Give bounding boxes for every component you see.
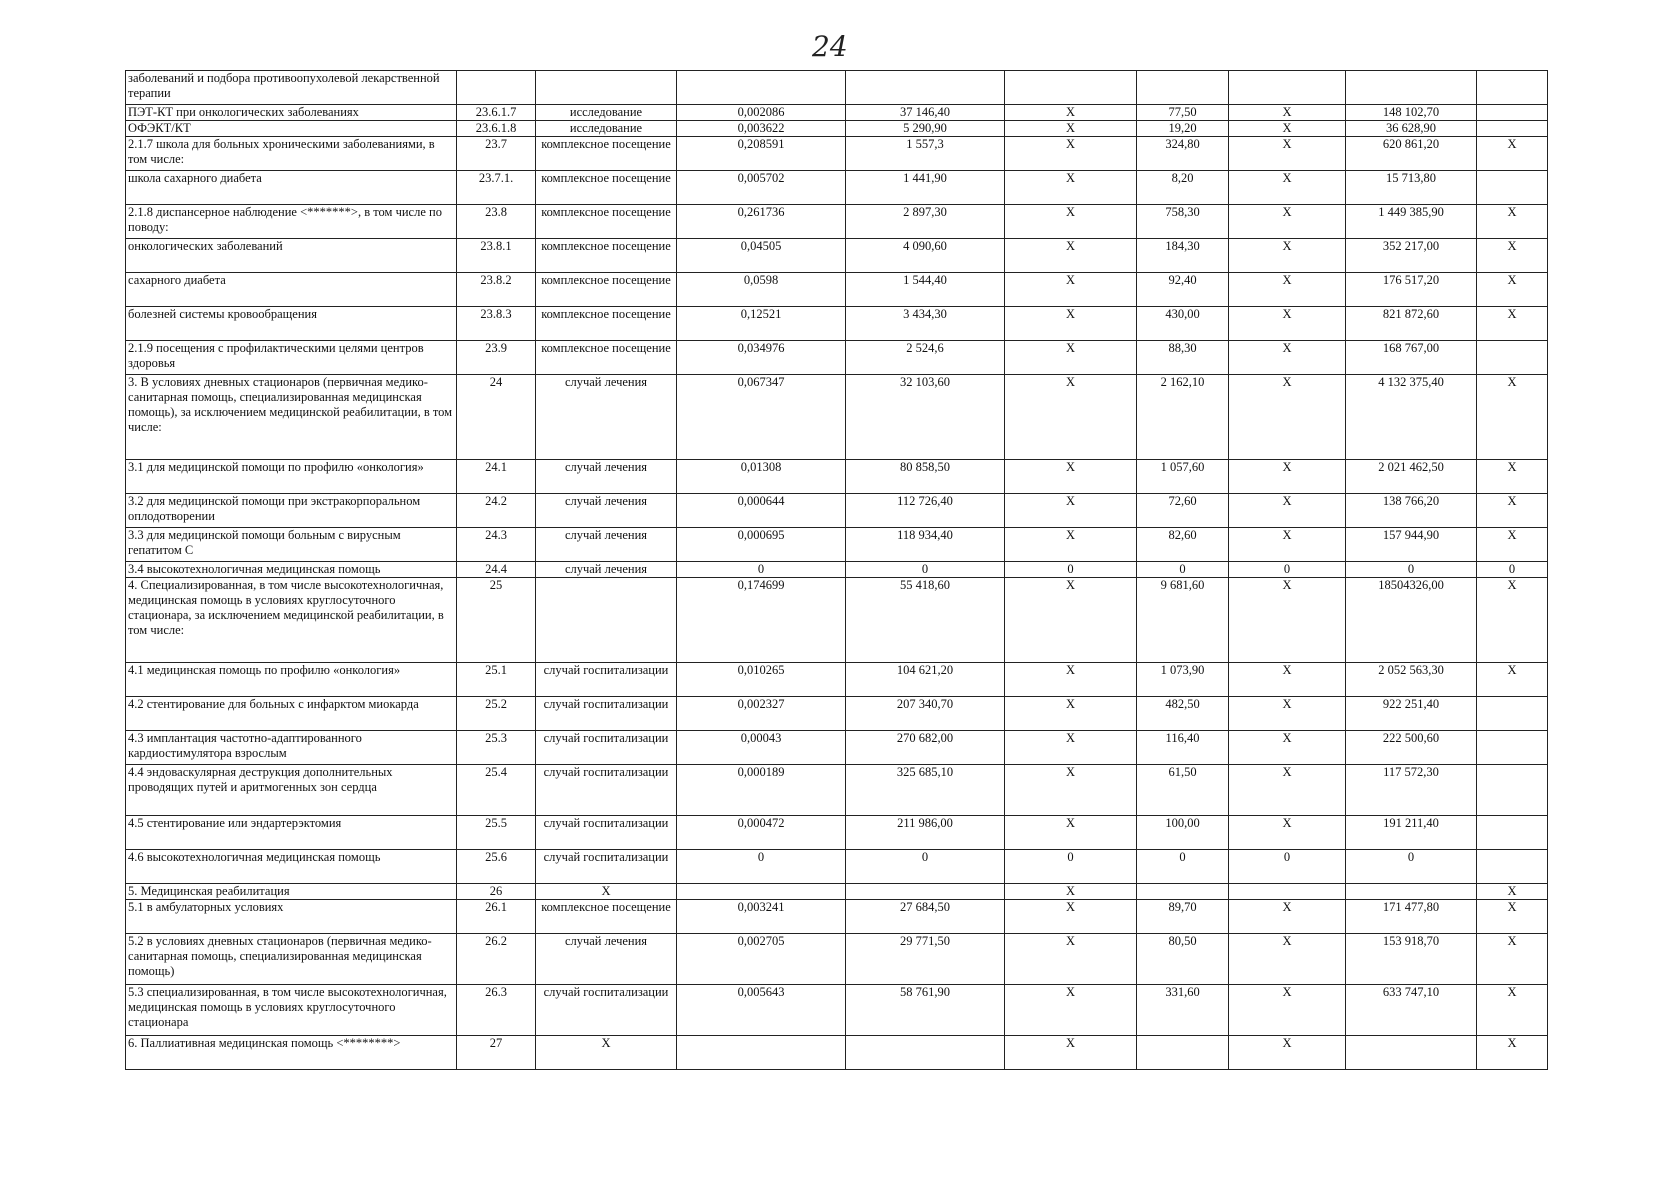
row-code-cell: 24.1: [457, 460, 536, 494]
budget-per-capita-cell: X: [1005, 375, 1137, 460]
unit-cell: случай лечения: [536, 460, 677, 494]
oms-total-cell: [1346, 1036, 1477, 1070]
oms-per-capita-cell: 72,60: [1137, 494, 1229, 528]
share-cell: X: [1477, 900, 1548, 934]
volume-norm-cell: 0,002705: [677, 934, 846, 985]
unit-cell: [536, 578, 677, 663]
oms-per-capita-cell: 1 057,60: [1137, 460, 1229, 494]
budget-per-capita-cell: X: [1005, 307, 1137, 341]
cost-norm-cell: 104 621,20: [846, 663, 1005, 697]
cost-norm-cell: 112 726,40: [846, 494, 1005, 528]
budget-total-cell: X: [1229, 900, 1346, 934]
service-name-cell: 3.1 для медицинской помощи по профилю «онкология»: [126, 460, 457, 494]
oms-total-cell: 0: [1346, 850, 1477, 884]
row-code-cell: 26.1: [457, 900, 536, 934]
unit-cell: исследование: [536, 121, 677, 137]
budget-per-capita-cell: X: [1005, 239, 1137, 273]
budget-total-cell: X: [1229, 171, 1346, 205]
table-row: [126, 494, 1548, 528]
cost-norm-cell: 32 103,60: [846, 375, 1005, 460]
oms-total-cell: 922 251,40: [1346, 697, 1477, 731]
volume-norm-cell: 0,000189: [677, 765, 846, 816]
cost-norm-cell: 37 146,40: [846, 105, 1005, 121]
budget-per-capita-cell: X: [1005, 697, 1137, 731]
oms-per-capita-cell: 61,50: [1137, 765, 1229, 816]
oms-per-capita-cell: 331,60: [1137, 985, 1229, 1036]
unit-cell: [536, 71, 677, 105]
volume-norm-cell: 0,003622: [677, 121, 846, 137]
cost-norm-cell: 270 682,00: [846, 731, 1005, 765]
volume-norm-cell: 0,000695: [677, 528, 846, 562]
share-cell: [1477, 71, 1548, 105]
budget-total-cell: X: [1229, 460, 1346, 494]
share-cell: X: [1477, 137, 1548, 171]
budget-per-capita-cell: X: [1005, 663, 1137, 697]
unit-cell: комплексное посещение: [536, 205, 677, 239]
table-row: [126, 71, 1548, 105]
unit-cell: комплексное посещение: [536, 341, 677, 375]
oms-total-cell: 222 500,60: [1346, 731, 1477, 765]
budget-per-capita-cell: X: [1005, 121, 1137, 137]
service-name-cell: 2.1.9 посещения с профилактическими целями центров здоровья: [126, 341, 457, 375]
volume-norm-cell: 0,005702: [677, 171, 846, 205]
cost-norm-cell: [846, 884, 1005, 900]
budget-per-capita-cell: X: [1005, 985, 1137, 1036]
share-cell: X: [1477, 273, 1548, 307]
table-row: [126, 578, 1548, 663]
budget-total-cell: X: [1229, 528, 1346, 562]
share-cell: X: [1477, 528, 1548, 562]
unit-cell: случай лечения: [536, 494, 677, 528]
budget-total-cell: X: [1229, 494, 1346, 528]
oms-total-cell: 1 449 385,90: [1346, 205, 1477, 239]
unit-cell: комплексное посещение: [536, 171, 677, 205]
row-code-cell: 24: [457, 375, 536, 460]
budget-total-cell: [1229, 884, 1346, 900]
table-row: [126, 273, 1548, 307]
share-cell: X: [1477, 884, 1548, 900]
cost-norm-cell: 58 761,90: [846, 985, 1005, 1036]
volume-norm-cell: [677, 1036, 846, 1070]
table-row: [126, 375, 1548, 460]
row-code-cell: 27: [457, 1036, 536, 1070]
unit-cell: исследование: [536, 105, 677, 121]
oms-per-capita-cell: 80,50: [1137, 934, 1229, 985]
oms-total-cell: 821 872,60: [1346, 307, 1477, 341]
budget-per-capita-cell: X: [1005, 273, 1137, 307]
budget-per-capita-cell: X: [1005, 731, 1137, 765]
budget-per-capita-cell: X: [1005, 460, 1137, 494]
share-cell: X: [1477, 578, 1548, 663]
table-row: [126, 137, 1548, 171]
oms-total-cell: 4 132 375,40: [1346, 375, 1477, 460]
unit-cell: случай госпитализации: [536, 731, 677, 765]
volume-norm-cell: [677, 71, 846, 105]
volume-norm-cell: 0,000644: [677, 494, 846, 528]
table-row: [126, 934, 1548, 985]
table-row: [126, 171, 1548, 205]
page-number: 24: [812, 30, 848, 63]
oms-per-capita-cell: [1137, 884, 1229, 900]
service-name-cell: 5.2 в условиях дневных стационаров (первичная медико-санитарная помощь, специализированная медицинская помощь): [126, 934, 457, 985]
oms-total-cell: 633 747,10: [1346, 985, 1477, 1036]
service-name-cell: ПЭТ-КТ при онкологических заболеваниях: [126, 105, 457, 121]
budget-total-cell: X: [1229, 731, 1346, 765]
volume-norm-cell: 0,000472: [677, 816, 846, 850]
share-cell: X: [1477, 307, 1548, 341]
share-cell: X: [1477, 934, 1548, 985]
budget-per-capita-cell: X: [1005, 494, 1137, 528]
budget-per-capita-cell: 0: [1005, 562, 1137, 578]
service-name-cell: заболеваний и подбора противоопухолевой лекарственной терапии: [126, 71, 457, 105]
table-row: [126, 562, 1548, 578]
table-row: [126, 900, 1548, 934]
share-cell: [1477, 697, 1548, 731]
share-cell: [1477, 105, 1548, 121]
share-cell: [1477, 121, 1548, 137]
service-name-cell: 5.1 в амбулаторных условиях: [126, 900, 457, 934]
service-name-cell: 5.3 специализированная, в том числе высокотехнологичная, медицинская помощь в условиях круглосуточного стационара: [126, 985, 457, 1036]
oms-per-capita-cell: [1137, 1036, 1229, 1070]
oms-per-capita-cell: 184,30: [1137, 239, 1229, 273]
oms-total-cell: 15 713,80: [1346, 171, 1477, 205]
unit-cell: случай госпитализации: [536, 765, 677, 816]
unit-cell: случай лечения: [536, 375, 677, 460]
oms-total-cell: 191 211,40: [1346, 816, 1477, 850]
unit-cell: комплексное посещение: [536, 273, 677, 307]
budget-per-capita-cell: X: [1005, 137, 1137, 171]
volume-norm-cell: 0,002327: [677, 697, 846, 731]
share-cell: 0: [1477, 562, 1548, 578]
share-cell: X: [1477, 205, 1548, 239]
cost-norm-cell: 27 684,50: [846, 900, 1005, 934]
service-name-cell: 4.2 стентирование для больных с инфарктом миокарда: [126, 697, 457, 731]
cost-norm-cell: 118 934,40: [846, 528, 1005, 562]
table-row: [126, 765, 1548, 816]
service-name-cell: 3.2 для медицинской помощи при экстракорпоральном оплодотворении: [126, 494, 457, 528]
oms-per-capita-cell: 100,00: [1137, 816, 1229, 850]
oms-total-cell: [1346, 71, 1477, 105]
cost-norm-cell: 2 897,30: [846, 205, 1005, 239]
budget-per-capita-cell: X: [1005, 205, 1137, 239]
oms-total-cell: 18504326,00: [1346, 578, 1477, 663]
volume-norm-cell: 0,067347: [677, 375, 846, 460]
oms-per-capita-cell: 0: [1137, 562, 1229, 578]
oms-total-cell: 0: [1346, 562, 1477, 578]
oms-per-capita-cell: 482,50: [1137, 697, 1229, 731]
cost-norm-cell: 4 090,60: [846, 239, 1005, 273]
row-code-cell: 23.6.1.7: [457, 105, 536, 121]
table-row: [126, 985, 1548, 1036]
service-name-cell: 4.5 стентирование или эндартерэктомия: [126, 816, 457, 850]
share-cell: [1477, 765, 1548, 816]
cost-norm-cell: [846, 1036, 1005, 1070]
volume-norm-cell: 0,010265: [677, 663, 846, 697]
row-code-cell: 24.3: [457, 528, 536, 562]
row-code-cell: 26.2: [457, 934, 536, 985]
unit-cell: X: [536, 884, 677, 900]
volume-norm-cell: 0,0598: [677, 273, 846, 307]
unit-cell: случай госпитализации: [536, 697, 677, 731]
unit-cell: X: [536, 1036, 677, 1070]
budget-per-capita-cell: X: [1005, 171, 1137, 205]
cost-norm-cell: 1 441,90: [846, 171, 1005, 205]
budget-total-cell: X: [1229, 273, 1346, 307]
budget-total-cell: X: [1229, 307, 1346, 341]
row-code-cell: 23.9: [457, 341, 536, 375]
unit-cell: случай госпитализации: [536, 816, 677, 850]
oms-per-capita-cell: 0: [1137, 850, 1229, 884]
service-name-cell: школа сахарного диабета: [126, 171, 457, 205]
table-row: [126, 460, 1548, 494]
cost-norm-cell: [846, 71, 1005, 105]
oms-per-capita-cell: 758,30: [1137, 205, 1229, 239]
share-cell: X: [1477, 239, 1548, 273]
volume-norm-cell: 0,002086: [677, 105, 846, 121]
budget-total-cell: X: [1229, 765, 1346, 816]
volume-norm-cell: 0,005643: [677, 985, 846, 1036]
oms-per-capita-cell: 8,20: [1137, 171, 1229, 205]
volume-norm-cell: 0,04505: [677, 239, 846, 273]
cost-norm-cell: 211 986,00: [846, 816, 1005, 850]
budget-total-cell: X: [1229, 205, 1346, 239]
cost-norm-cell: 55 418,60: [846, 578, 1005, 663]
oms-total-cell: 138 766,20: [1346, 494, 1477, 528]
row-code-cell: 24.2: [457, 494, 536, 528]
service-name-cell: 4.3 имплантация частотно-адаптированного кардиостимулятора взрослым: [126, 731, 457, 765]
row-code-cell: 23.6.1.8: [457, 121, 536, 137]
budget-per-capita-cell: X: [1005, 105, 1137, 121]
service-name-cell: 3. В условиях дневных стационаров (первичная медико-санитарная помощь, специализированная медицинская помощь), за исключением медицинской реабилитации, в том числе:: [126, 375, 457, 460]
unit-cell: случай лечения: [536, 528, 677, 562]
share-cell: X: [1477, 985, 1548, 1036]
volume-norm-cell: 0,034976: [677, 341, 846, 375]
cost-norm-cell: 3 434,30: [846, 307, 1005, 341]
oms-total-cell: 2 052 563,30: [1346, 663, 1477, 697]
oms-per-capita-cell: [1137, 71, 1229, 105]
oms-per-capita-cell: 89,70: [1137, 900, 1229, 934]
unit-cell: комплексное посещение: [536, 307, 677, 341]
volume-norm-cell: 0,00043: [677, 731, 846, 765]
volume-norm-cell: 0,174699: [677, 578, 846, 663]
row-code-cell: 25.4: [457, 765, 536, 816]
volume-norm-cell: 0,12521: [677, 307, 846, 341]
table-row: [126, 121, 1548, 137]
table-row: [126, 850, 1548, 884]
oms-total-cell: 171 477,80: [1346, 900, 1477, 934]
oms-total-cell: 153 918,70: [1346, 934, 1477, 985]
row-code-cell: 25: [457, 578, 536, 663]
cost-norm-cell: 0: [846, 850, 1005, 884]
row-code-cell: 25.3: [457, 731, 536, 765]
service-name-cell: 4.6 высокотехнологичная медицинская помощь: [126, 850, 457, 884]
budget-total-cell: X: [1229, 375, 1346, 460]
service-name-cell: 2.1.7 школа для больных хроническими заболеваниями, в том числе:: [126, 137, 457, 171]
service-name-cell: 5. Медицинская реабилитация: [126, 884, 457, 900]
budget-total-cell: X: [1229, 663, 1346, 697]
volume-norm-cell: [677, 884, 846, 900]
volume-norm-cell: 0,003241: [677, 900, 846, 934]
service-name-cell: 2.1.8 диспансерное наблюдение <*******>, в том числе по поводу:: [126, 205, 457, 239]
share-cell: [1477, 341, 1548, 375]
oms-per-capita-cell: 77,50: [1137, 105, 1229, 121]
table-row: [126, 341, 1548, 375]
budget-per-capita-cell: X: [1005, 816, 1137, 850]
cost-norm-cell: 29 771,50: [846, 934, 1005, 985]
row-code-cell: 24.4: [457, 562, 536, 578]
volume-norm-cell: 0: [677, 850, 846, 884]
row-code-cell: 23.8: [457, 205, 536, 239]
share-cell: [1477, 850, 1548, 884]
row-code-cell: 26: [457, 884, 536, 900]
service-name-cell: ОФЭКТ/КТ: [126, 121, 457, 137]
oms-total-cell: 2 021 462,50: [1346, 460, 1477, 494]
row-code-cell: 25.1: [457, 663, 536, 697]
service-name-cell: онкологических заболеваний: [126, 239, 457, 273]
share-cell: [1477, 816, 1548, 850]
row-code-cell: 25.6: [457, 850, 536, 884]
row-code-cell: 23.7: [457, 137, 536, 171]
oms-total-cell: 176 517,20: [1346, 273, 1477, 307]
service-name-cell: 4.1 медицинская помощь по профилю «онкология»: [126, 663, 457, 697]
budget-total-cell: X: [1229, 1036, 1346, 1070]
oms-per-capita-cell: 92,40: [1137, 273, 1229, 307]
unit-cell: случай лечения: [536, 934, 677, 985]
row-code-cell: 23.8.2: [457, 273, 536, 307]
oms-total-cell: [1346, 884, 1477, 900]
table-row: [126, 1036, 1548, 1070]
cost-norm-cell: 2 524,6: [846, 341, 1005, 375]
unit-cell: случай лечения: [536, 562, 677, 578]
volume-norm-cell: 0: [677, 562, 846, 578]
budget-per-capita-cell: X: [1005, 1036, 1137, 1070]
budget-total-cell: [1229, 71, 1346, 105]
service-name-cell: 3.4 высокотехнологичная медицинская помощь: [126, 562, 457, 578]
table-row: [126, 307, 1548, 341]
oms-total-cell: 352 217,00: [1346, 239, 1477, 273]
oms-per-capita-cell: 324,80: [1137, 137, 1229, 171]
row-code-cell: 23.8.1: [457, 239, 536, 273]
oms-total-cell: 36 628,90: [1346, 121, 1477, 137]
budget-total-cell: 0: [1229, 562, 1346, 578]
unit-cell: случай госпитализации: [536, 985, 677, 1036]
budget-per-capita-cell: X: [1005, 341, 1137, 375]
budget-total-cell: X: [1229, 137, 1346, 171]
budget-total-cell: X: [1229, 697, 1346, 731]
oms-per-capita-cell: 1 073,90: [1137, 663, 1229, 697]
row-code-cell: 23.7.1.: [457, 171, 536, 205]
share-cell: X: [1477, 1036, 1548, 1070]
share-cell: X: [1477, 663, 1548, 697]
row-code-cell: [457, 71, 536, 105]
cost-norm-cell: 325 685,10: [846, 765, 1005, 816]
unit-cell: комплексное посещение: [536, 137, 677, 171]
budget-total-cell: X: [1229, 985, 1346, 1036]
oms-per-capita-cell: 430,00: [1137, 307, 1229, 341]
table-row: [126, 816, 1548, 850]
service-name-cell: 4.4 эндоваскулярная деструкция дополнительных проводящих путей и аритмогенных зон сердца: [126, 765, 457, 816]
budget-total-cell: X: [1229, 816, 1346, 850]
table-row: [126, 731, 1548, 765]
service-name-cell: 4. Специализированная, в том числе высокотехнологичная, медицинская помощь в условиях круглосуточного стационара, за исключением медицинской реабилитации, в том числе:: [126, 578, 457, 663]
tariff-table: [125, 70, 1548, 1070]
cost-norm-cell: 5 290,90: [846, 121, 1005, 137]
unit-cell: комплексное посещение: [536, 900, 677, 934]
cost-norm-cell: 1 557,3: [846, 137, 1005, 171]
oms-total-cell: 117 572,30: [1346, 765, 1477, 816]
budget-per-capita-cell: X: [1005, 900, 1137, 934]
cost-norm-cell: 80 858,50: [846, 460, 1005, 494]
budget-total-cell: X: [1229, 105, 1346, 121]
row-code-cell: 23.8.3: [457, 307, 536, 341]
oms-total-cell: 148 102,70: [1346, 105, 1477, 121]
cost-norm-cell: 1 544,40: [846, 273, 1005, 307]
oms-per-capita-cell: 19,20: [1137, 121, 1229, 137]
budget-total-cell: X: [1229, 121, 1346, 137]
table-row: [126, 697, 1548, 731]
row-code-cell: 25.5: [457, 816, 536, 850]
oms-per-capita-cell: 2 162,10: [1137, 375, 1229, 460]
budget-per-capita-cell: 0: [1005, 850, 1137, 884]
cost-norm-cell: 0: [846, 562, 1005, 578]
table-row: [126, 105, 1548, 121]
oms-total-cell: 157 944,90: [1346, 528, 1477, 562]
volume-norm-cell: 0,208591: [677, 137, 846, 171]
table-row: [126, 884, 1548, 900]
oms-per-capita-cell: 88,30: [1137, 341, 1229, 375]
budget-total-cell: 0: [1229, 850, 1346, 884]
cost-norm-cell: 207 340,70: [846, 697, 1005, 731]
service-name-cell: сахарного диабета: [126, 273, 457, 307]
oms-total-cell: 168 767,00: [1346, 341, 1477, 375]
budget-total-cell: X: [1229, 578, 1346, 663]
unit-cell: комплексное посещение: [536, 239, 677, 273]
service-name-cell: болезней системы кровообращения: [126, 307, 457, 341]
volume-norm-cell: 0,01308: [677, 460, 846, 494]
row-code-cell: 25.2: [457, 697, 536, 731]
budget-total-cell: X: [1229, 239, 1346, 273]
budget-per-capita-cell: X: [1005, 934, 1137, 985]
budget-per-capita-cell: X: [1005, 528, 1137, 562]
unit-cell: случай госпитализации: [536, 663, 677, 697]
budget-per-capita-cell: X: [1005, 884, 1137, 900]
service-name-cell: 6. Паллиативная медицинская помощь <********>: [126, 1036, 457, 1070]
volume-norm-cell: 0,261736: [677, 205, 846, 239]
share-cell: X: [1477, 460, 1548, 494]
share-cell: [1477, 731, 1548, 765]
unit-cell: случай госпитализации: [536, 850, 677, 884]
table-row: [126, 205, 1548, 239]
budget-total-cell: X: [1229, 341, 1346, 375]
budget-per-capita-cell: X: [1005, 765, 1137, 816]
budget-per-capita-cell: [1005, 71, 1137, 105]
share-cell: X: [1477, 494, 1548, 528]
budget-per-capita-cell: X: [1005, 578, 1137, 663]
budget-total-cell: X: [1229, 934, 1346, 985]
oms-per-capita-cell: 9 681,60: [1137, 578, 1229, 663]
table-row: [126, 239, 1548, 273]
service-name-cell: 3.3 для медицинской помощи больным с вирусным гепатитом С: [126, 528, 457, 562]
share-cell: X: [1477, 375, 1548, 460]
oms-total-cell: 620 861,20: [1346, 137, 1477, 171]
row-code-cell: 26.3: [457, 985, 536, 1036]
oms-per-capita-cell: 116,40: [1137, 731, 1229, 765]
table-row: [126, 663, 1548, 697]
share-cell: [1477, 171, 1548, 205]
table-row: [126, 528, 1548, 562]
oms-per-capita-cell: 82,60: [1137, 528, 1229, 562]
